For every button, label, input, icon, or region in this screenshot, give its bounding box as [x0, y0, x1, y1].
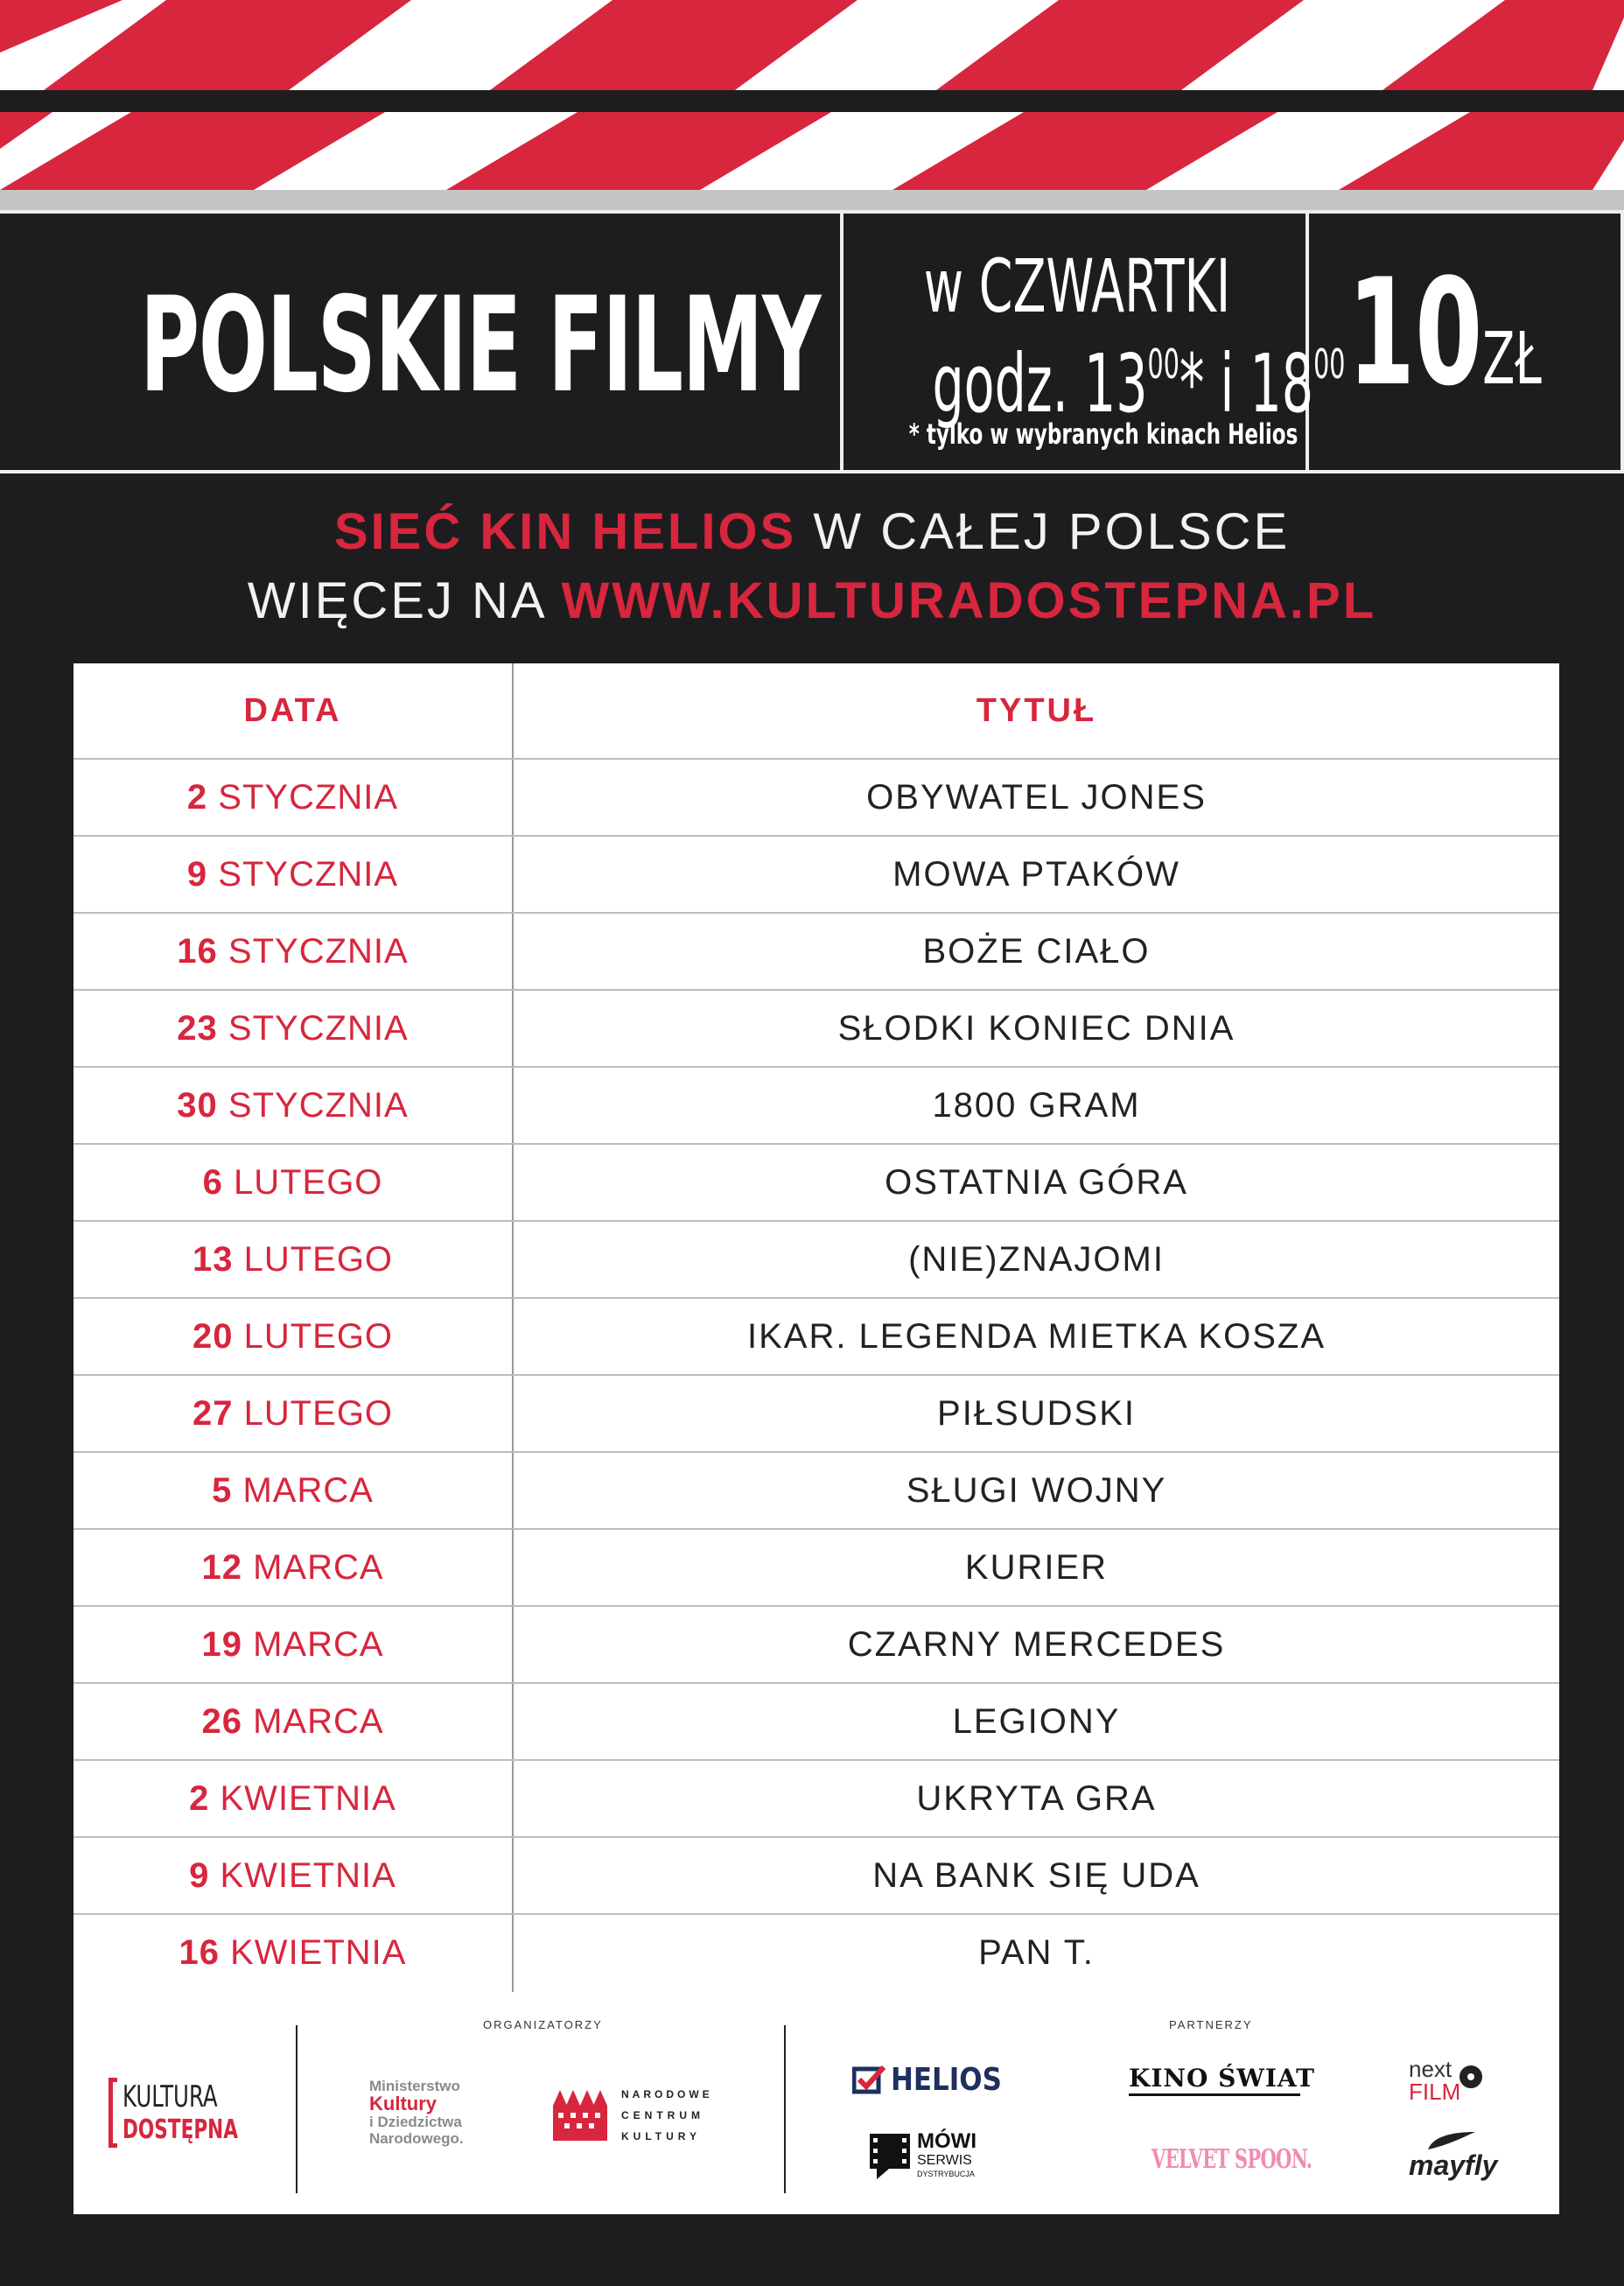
cell-date	[74, 837, 514, 912]
cell-title: KURIER	[964, 1548, 1109, 1587]
cell-title: PIŁSUDSKI	[937, 1394, 1136, 1433]
mowi-line3: DYSTRYBUCJA	[917, 2170, 975, 2178]
table-row	[74, 837, 1559, 914]
cell-title: MOWA PTAKÓW	[892, 855, 1180, 894]
cell-title: SŁUGI WOJNY	[906, 1471, 1167, 1510]
cell-title: OSTATNIA GÓRA	[885, 1163, 1188, 1202]
cell-title: IKAR. LEGENDA MIETKA KOSZA	[746, 1317, 1326, 1356]
price-unit: ZŁ	[1482, 318, 1542, 401]
cell-date	[74, 1607, 514, 1682]
cell-date-month: STYCZNIA	[207, 778, 399, 817]
cell-title: 1800 GRAM	[932, 1086, 1141, 1125]
nck-line1: NARODOWE	[621, 2088, 713, 2100]
kino-swiat-logo	[1129, 2064, 1315, 2099]
header-divider-1	[840, 210, 844, 473]
cell-date-month: STYCZNIA	[207, 855, 399, 894]
cell-date	[74, 1838, 514, 1913]
kultura-dostepna-logo	[108, 2078, 248, 2151]
nck-line3: KULTURY	[621, 2130, 701, 2142]
ministry-line1: Ministerstwo	[369, 2078, 460, 2094]
cell-date-month: MARCA	[242, 1702, 384, 1741]
cell-date	[74, 760, 514, 835]
mowi-line2: SERWIS	[917, 2153, 972, 2168]
cell-date	[74, 1222, 514, 1297]
footer-divider-1	[296, 2025, 298, 2193]
cell-date	[74, 1068, 514, 1143]
cell-date-month: MARCA	[232, 1471, 374, 1510]
schedule-hours	[932, 320, 1346, 431]
table-row	[74, 1684, 1559, 1761]
cell-date-day: 20	[192, 1317, 234, 1356]
ministry-line2: Kultury	[369, 2093, 437, 2114]
cell-date	[74, 1530, 514, 1605]
cell-date-day: 19	[201, 1625, 242, 1664]
cell-date	[74, 1684, 514, 1759]
table-row	[74, 760, 1559, 837]
cell-date-month: MARCA	[242, 1625, 384, 1664]
cell-title: SŁODKI KONIEC DNIA	[837, 1009, 1236, 1048]
table-row	[74, 1530, 1559, 1607]
cell-date-month: LUTEGO	[222, 1163, 383, 1202]
cell-date	[74, 1453, 514, 1528]
cell-date-day: 6	[202, 1163, 223, 1202]
cell-title: OBYWATEL JONES	[866, 778, 1207, 817]
table-header-row	[74, 663, 1559, 760]
cell-date-month: LUTEGO	[233, 1394, 394, 1433]
kultura-logo-line1: KULTURA	[122, 2079, 218, 2114]
schedule-hours-prefix: godz. 13	[932, 337, 1148, 431]
headline-cinema-network: SIEĆ KIN HELIOS	[333, 503, 797, 560]
ministry-line4: Narodowego.	[369, 2130, 464, 2147]
header-frame-bottom	[0, 470, 1624, 473]
cell-date-day: 13	[192, 1240, 234, 1279]
schedule-days: w CZWARTKI	[923, 243, 1231, 329]
footer-logos	[74, 1994, 1559, 2214]
cell-date-month: STYCZNIA	[217, 1086, 409, 1125]
cell-date-month: MARCA	[242, 1548, 384, 1587]
kino-swiat-name: KINO ŚWIAT	[1129, 2064, 1300, 2096]
price	[1348, 245, 1542, 447]
cell-date-month: KWIETNIA	[209, 1856, 396, 1895]
schedule-hours-sup1: 00	[1147, 340, 1180, 388]
schedule-hours-sup2: 00	[1313, 340, 1346, 388]
clapper-hinge-bar	[0, 90, 1624, 112]
table-row	[74, 914, 1559, 991]
page-title: POLSKIE FILMY	[140, 270, 821, 422]
cell-title: UKRYTA GRA	[916, 1779, 1157, 1818]
cell-date-month: STYCZNIA	[217, 932, 409, 971]
table-row	[74, 1607, 1559, 1684]
cell-date	[74, 914, 514, 989]
cell-title: NA BANK SIĘ UDA	[872, 1856, 1200, 1895]
headline-line1	[0, 501, 1624, 563]
column-header-date: DATA	[74, 663, 514, 758]
cell-title: BOŻE CIAŁO	[922, 932, 1151, 971]
cell-date-day: 5	[212, 1471, 233, 1510]
cell-date-day: 16	[178, 1933, 220, 1972]
cell-date	[74, 1376, 514, 1451]
cell-date-month: LUTEGO	[233, 1240, 394, 1279]
cell-date-day: 23	[177, 1009, 218, 1048]
headline-all-poland: W CAŁEJ POLSCE	[796, 503, 1291, 560]
table-row	[74, 1222, 1559, 1299]
cell-date	[74, 1761, 514, 1836]
ministry-line3: i Dziedzictwa	[369, 2114, 462, 2130]
table-row	[74, 1299, 1559, 1376]
table-row	[74, 1453, 1559, 1530]
helios-check-icon	[852, 2065, 887, 2095]
partners-label: PARTNERZY	[1169, 2018, 1253, 2031]
organizers-label: ORGANIZATORZY	[483, 2018, 603, 2031]
nck-crown-icon	[553, 2086, 607, 2141]
next-film-logo	[1409, 2057, 1488, 2106]
helios-logo	[852, 2060, 1027, 2100]
table-row	[74, 1838, 1559, 1915]
table-row	[74, 1068, 1559, 1145]
next-film-line1: next	[1409, 2056, 1452, 2082]
cell-title: CZARNY MERCEDES	[847, 1625, 1226, 1664]
cell-date	[74, 1299, 514, 1374]
nck-line2: CENTRUM	[621, 2109, 704, 2121]
table-row	[74, 1376, 1559, 1453]
mowi-line1: MÓWI	[917, 2129, 976, 2153]
cell-date-day: 30	[177, 1086, 218, 1125]
cell-title: PAN T.	[978, 1933, 1095, 1972]
cell-title: LEGIONY	[952, 1702, 1121, 1741]
schedule-hours-mid: * i 18	[1179, 337, 1314, 431]
cell-date-day: 27	[192, 1394, 234, 1433]
schedule-note: * tylko w wybranych kinach Helios	[908, 417, 1298, 451]
mayfly-name: mayfly	[1409, 2149, 1498, 2181]
next-film-line2: FILM	[1409, 2079, 1461, 2105]
website-link[interactable]: WWW.KULTURADOSTEPNA.PL	[561, 572, 1377, 629]
ministry-of-culture-logo	[369, 2078, 500, 2156]
cell-date-day: 9	[186, 855, 208, 894]
cell-date-day: 26	[201, 1702, 242, 1741]
helios-name: HELIOS	[891, 2062, 1002, 2098]
kultura-bracket-icon	[108, 2078, 117, 2148]
clapper-shade	[0, 190, 1624, 210]
cell-date	[74, 991, 514, 1066]
footer-divider-2	[784, 2025, 786, 2193]
column-header-title: TYTUŁ	[976, 692, 1097, 729]
table-row	[74, 991, 1559, 1068]
table-row	[74, 1915, 1559, 1992]
kultura-logo-line2: DOSTĘPNA	[122, 2114, 238, 2145]
mowi-film-strip-icon	[870, 2134, 910, 2179]
mowi-serwis-logo	[870, 2130, 1010, 2186]
cell-title: (NIE)ZNAJOMI	[908, 1240, 1165, 1279]
clapper-stripes	[0, 0, 1624, 210]
cell-date-month: STYCZNIA	[217, 1009, 409, 1048]
headline-line2	[0, 571, 1624, 632]
cell-date-day: 2	[186, 778, 208, 817]
cell-date-day: 2	[189, 1779, 210, 1818]
cell-date	[74, 1915, 514, 1992]
velvet-spoon-logo	[1152, 2139, 1312, 2183]
cell-date-month: KWIETNIA	[220, 1933, 407, 1972]
narodowe-centrum-kultury-logo	[553, 2085, 728, 2146]
cell-date-month: KWIETNIA	[209, 1779, 396, 1818]
cell-date	[74, 1145, 514, 1220]
mayfly-logo	[1409, 2130, 1496, 2186]
table-row	[74, 1761, 1559, 1838]
header-frame-top	[0, 210, 1624, 214]
cell-date-day: 16	[177, 932, 218, 971]
next-film-aperture-icon	[1460, 2065, 1482, 2088]
cell-date-month: LUTEGO	[233, 1317, 394, 1356]
velvet-spoon-name: VELVET SPOON.	[1152, 2144, 1312, 2175]
schedule-table	[74, 663, 1559, 2214]
price-value: 10	[1348, 247, 1483, 418]
cell-date-day: 9	[189, 1856, 210, 1895]
cell-date-day: 12	[201, 1548, 242, 1587]
headline-more-at: WIĘCEJ NA	[247, 572, 562, 629]
header-frame-right	[1620, 210, 1624, 473]
table-row	[74, 1145, 1559, 1222]
